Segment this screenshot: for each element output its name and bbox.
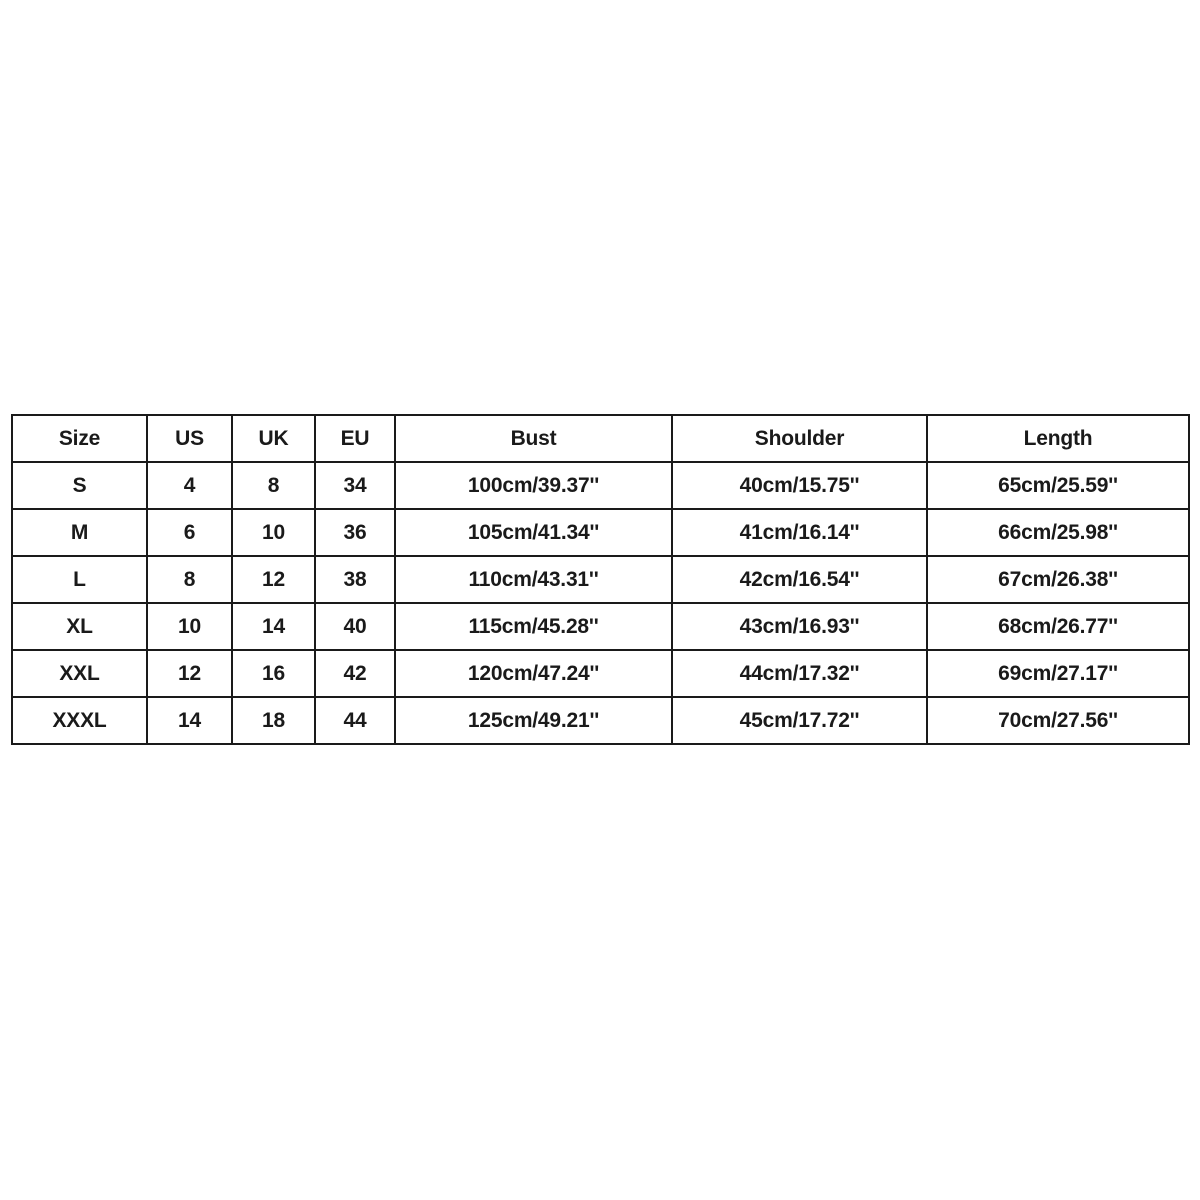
cell-eu: 38: [315, 556, 395, 603]
cell-us: 10: [147, 603, 232, 650]
table-row: [12, 697, 1189, 744]
cell-uk: 16: [232, 650, 315, 697]
cell-us: 14: [147, 697, 232, 744]
cell-shoulder: 45cm/17.72'': [672, 697, 927, 744]
cell-length: 69cm/27.17'': [927, 650, 1189, 697]
header-size: Size: [12, 415, 147, 462]
table-header-row: [12, 415, 1189, 462]
cell-length: 65cm/25.59'': [927, 462, 1189, 509]
cell-size: XXL: [12, 650, 147, 697]
header-us: US: [147, 415, 232, 462]
cell-size: S: [12, 462, 147, 509]
cell-eu: 36: [315, 509, 395, 556]
header-length: Length: [927, 415, 1189, 462]
cell-size: XXXL: [12, 697, 147, 744]
cell-length: 67cm/26.38'': [927, 556, 1189, 603]
cell-size: XL: [12, 603, 147, 650]
cell-bust: 105cm/41.34'': [395, 509, 672, 556]
cell-shoulder: 44cm/17.32'': [672, 650, 927, 697]
cell-shoulder: 40cm/15.75'': [672, 462, 927, 509]
cell-bust: 110cm/43.31'': [395, 556, 672, 603]
cell-us: 8: [147, 556, 232, 603]
cell-uk: 14: [232, 603, 315, 650]
cell-us: 12: [147, 650, 232, 697]
cell-size: L: [12, 556, 147, 603]
cell-uk: 8: [232, 462, 315, 509]
cell-length: 70cm/27.56'': [927, 697, 1189, 744]
cell-eu: 40: [315, 603, 395, 650]
table-row: [12, 556, 1189, 603]
cell-shoulder: 42cm/16.54'': [672, 556, 927, 603]
cell-bust: 120cm/47.24'': [395, 650, 672, 697]
cell-size: M: [12, 509, 147, 556]
cell-bust: 125cm/49.21'': [395, 697, 672, 744]
header-eu: EU: [315, 415, 395, 462]
table-row: [12, 650, 1189, 697]
table-row: [12, 509, 1189, 556]
cell-uk: 18: [232, 697, 315, 744]
cell-bust: 100cm/39.37'': [395, 462, 672, 509]
cell-shoulder: 43cm/16.93'': [672, 603, 927, 650]
cell-eu: 44: [315, 697, 395, 744]
header-bust: Bust: [395, 415, 672, 462]
cell-eu: 34: [315, 462, 395, 509]
table-row: [12, 603, 1189, 650]
header-shoulder: Shoulder: [672, 415, 927, 462]
cell-uk: 12: [232, 556, 315, 603]
cell-shoulder: 41cm/16.14'': [672, 509, 927, 556]
cell-uk: 10: [232, 509, 315, 556]
header-uk: UK: [232, 415, 315, 462]
cell-eu: 42: [315, 650, 395, 697]
cell-bust: 115cm/45.28'': [395, 603, 672, 650]
cell-length: 68cm/26.77'': [927, 603, 1189, 650]
cell-us: 6: [147, 509, 232, 556]
size-chart-table: [11, 414, 1190, 745]
table-row: [12, 462, 1189, 509]
cell-length: 66cm/25.98'': [927, 509, 1189, 556]
cell-us: 4: [147, 462, 232, 509]
